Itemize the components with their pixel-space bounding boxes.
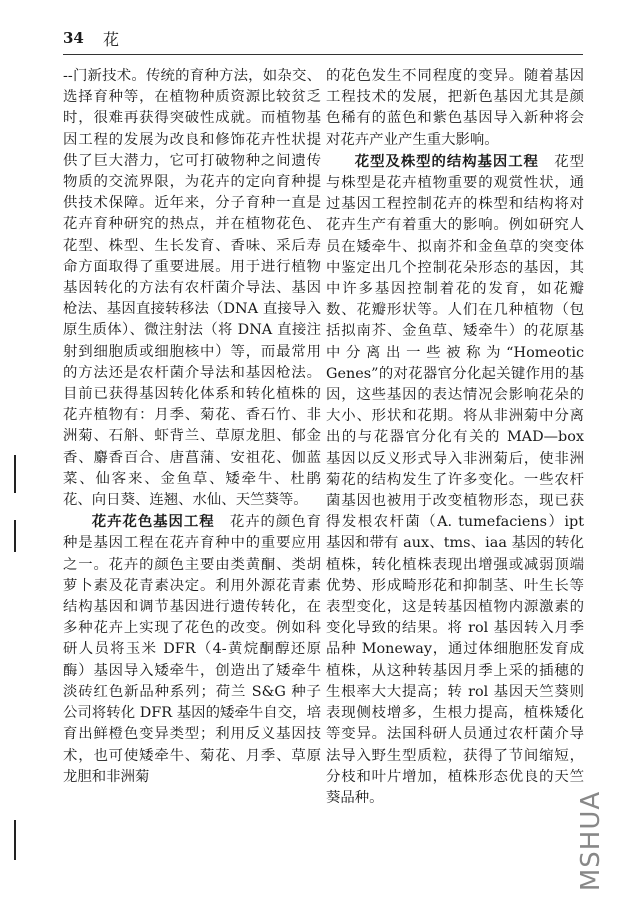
- scan-edge-mark: [14, 455, 16, 493]
- header-rule: [63, 54, 583, 55]
- left-paragraph-2: [63, 511, 321, 788]
- scan-edge-mark: [14, 520, 16, 552]
- left-column: [63, 66, 321, 788]
- right-column: [326, 66, 584, 809]
- right-paragraph-2-body: 花型与株型是花卉植物重要的观赏性状，通过基因工程控制花卉的株型和结构将对花卉生产有着重大的影响。例如研究人员在矮牵牛、拟南芥和金鱼草的突变体中鉴定出几个控制花朵形态的基因，其中许多基因控制着花的发育，如花瓣数、花瓣形状等。人们在几种植物（包括拟南芥、金鱼草、矮牵牛）的花原基中分离出一些被称为“Homeotic Genes”的对花器官分化起关键作用的基因，这些基因的表达情况会影响花朵的大小、形状和花期。将从非洲菊中分离出的与花器官分化有关的 MAD—box 基因以反义形式导入非洲菊后，使非洲菊花的结构发生了许多变化。一些农杆菌基因也被用于改变植物形态，现已获得发根农杆菌（A. tumefaciens）ipt 基因和带有 aux、tms、iaa 基因的转化植株，转化植株表现出增强或减弱顶端优势、形成畸形花和抑制茎、叶生长等表型变化，这是转基因植物内源激素的变化导致的结果。将 rol 基因转入月季品种 Moneway，通过体细胞胚发育成植株，从这种转基因月季上采的插穗的生根率大大提高；转 rol 基因天竺葵则表现侧枝增多，生根力提高，植株矮化等变异。法国科研人员通过农杆菌介导法导入野生型质粒，获得了节间缩短，分枝和叶片增加，植株形态优良的天竺葵品种。: [326, 153, 584, 806]
- watermark-text: MSHUA: [576, 790, 607, 892]
- right-paragraph-1: 的花色发生不同程度的变异。随着基因工程技术的发展，把新色基因尤其是颜色稀有的蓝色和紫色基因导入新种将会对花卉产业产生重大影响。: [326, 68, 584, 148]
- page-number: 34: [63, 29, 84, 47]
- scan-edge-mark: [14, 820, 16, 860]
- section-heading-form: 花型及株型的结构基因工程: [354, 152, 539, 170]
- left-paragraph-1: --门新技术。传统的育种方法，如杂交、选择育种等，在植物种质资源比较贫乏时，很难再获得突破性成就。而植物基因工程的发展为改良和修饰花卉性状提供了巨大潜力，它可打破物种之间遗传物质的交流界限，为花卉的定向育种提供技术保障。近年来，分子育种一直是花卉育种研究的热点，并在植物花色、花型、株型、生长发育、香味、采后寿命方面取得了重要进展。用于进行植物基因转化的方法有农杆菌介导法、基因枪法、基因直接转移法（DNA 直接导入原生质体）、微注射法（将 DNA 直接注射到细胞质或细胞核中）等，而最常用的方法还是农杆菌介导法和基因枪法。目前已获得基因转化体系和转化植株的花卉植物有：月季、菊花、香石竹、非洲菊、石斛、虾背兰、草原龙胆、郁金香、麝香百合、唐菖蒲、安祖花、伽蓝菜、仙客来、金鱼草、矮牵牛、杜鹃花、向日葵、连翘、水仙、天竺葵等。: [63, 68, 321, 509]
- right-paragraph-2: [326, 151, 584, 809]
- page-header: [63, 14, 583, 49]
- running-title: 花: [103, 30, 120, 49]
- section-heading-color: 花卉花色基因工程: [91, 513, 215, 531]
- left-paragraph-2-body: 花卉的颜色育种是基因工程在花卉育种中的重要应用之一。花卉的颜色主要由类黄酮、类胡萝卜素及花青素决定。利用外源花青素结构基因和调节基因进行遗传转化，在多种花卉上实现了花色的改变。例如科研人员将玉米 DFR（4-黄烷酮醇还原酶）基因导入矮牵牛，创造出了矮牵牛淡砖红色新品种系列；荷兰 S&G 种子公司将转化 DFR 基因的矮牵牛自交，培育出鲜橙色变异类型；利用反义基因技术，也可使矮牵牛、菊花、月季、草原龙胆和非洲菊: [63, 514, 321, 785]
- watermark: [573, 790, 613, 900]
